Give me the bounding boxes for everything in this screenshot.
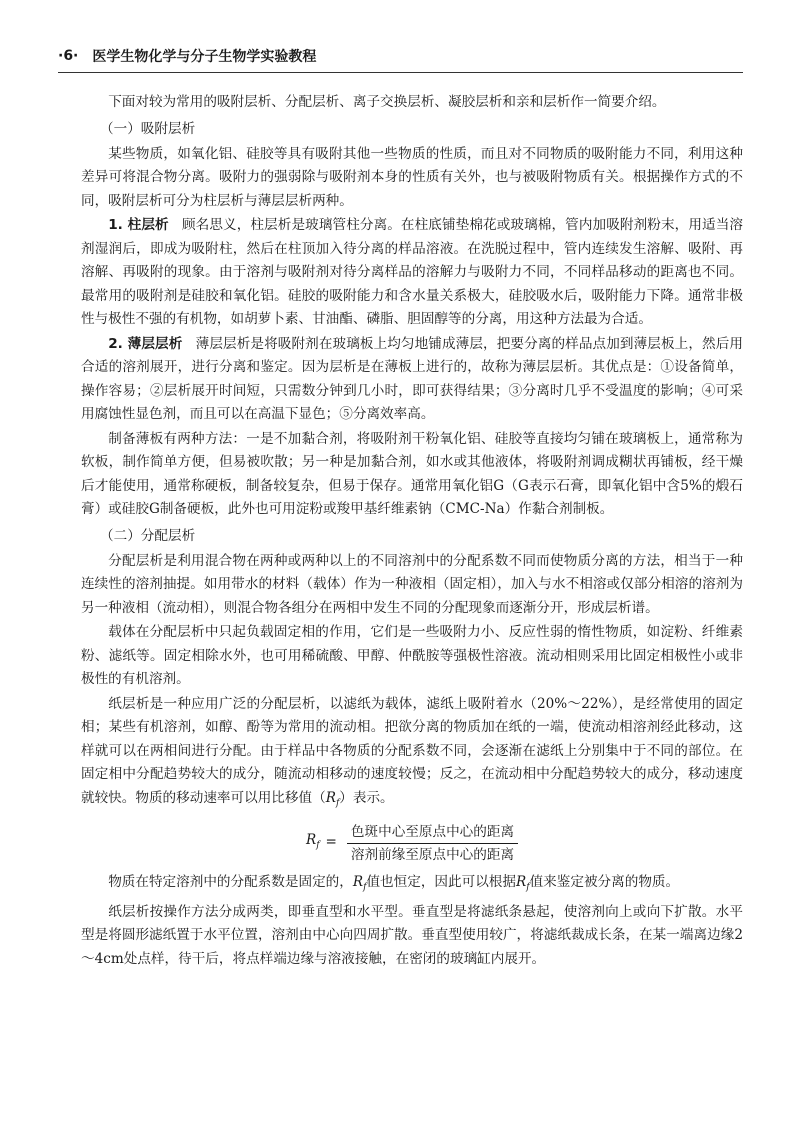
formula-numerator: 色斑中心至原点中心的距离: [347, 822, 518, 844]
rf-subscript: f: [335, 798, 340, 809]
rf-inline-1: R: [352, 873, 364, 890]
formula-fraction: [347, 822, 518, 865]
partition-paragraph-1: 分配层析是利用混合物在两种或两种以上的不同溶剂中的分配系数不同而使物质分离的方法，相当于一种连续性的溶剂抽提。如用带水的材料（载体）作为一种液相（固定相），加入与水不相溶或仅部分相溶的溶剂为另一种液相（流动相），则混合物各组分在两相中发生不同的分配现象而逐渐分开，形成层析谱。: [81, 552, 743, 616]
formula-denominator: 溶剂前缘至原点中心的距离: [350, 846, 515, 863]
page-header: [58, 42, 743, 70]
rf-constant-text-c: 值来鉴定被分离的物质。: [529, 873, 680, 890]
rf-constant-text-a: 物质在特定溶剂中的分配系数是固定的，: [108, 873, 353, 890]
rf-inline-1-sub: f: [363, 882, 367, 893]
rf-inline-2: R: [516, 873, 527, 890]
column-chromatography-label: 1. 柱层析: [108, 217, 169, 233]
formula-lhs: R: [305, 831, 317, 848]
header-divider: [58, 72, 743, 73]
rf-constant-text-b: 值也恒定，因此可以根据: [366, 873, 516, 890]
plate-preparation-paragraph: 制备薄板有两种方法：一是不加黏合剂，将吸附剂干粉氧化铝、硅胶等直接均匀铺在玻璃板上，通常称为软板，制作简单方便，但易被吹散；另一种是加黏合剂，如水或其他液体，将吸附剂调成糊状再铺板，经干燥后才能使用，通常称硬板，制备较复杂，但易于保存。通常用氧化铝G（G表示石膏，即氧化铝中含5%的煅石膏）或硅胶G制备硬板，此外也可用淀粉或羧甲基纤维素钠（CMC-Na）作黏合剂制板。: [81, 430, 743, 517]
paper-chromatography-end: ）表示。: [339, 789, 394, 806]
section-heading-partition: （二）分配层析: [100, 527, 196, 544]
formula-lhs-subscript: f: [316, 840, 320, 851]
page-body: [81, 91, 743, 972]
column-chromatography-text: 顾名思义，柱层析是玻璃管柱分离。在柱底铺垫棉花或玻璃棉，管内加吸附剂粉末，用适当溶剂湿润后，即成为吸附柱，然后在柱顶加入待分离的样品溶液。在洗脱过程中，管内连续发生溶解、吸附、再溶解、再吸附的现象。由于溶剂与吸附剂对待分离样品的溶解力与吸附力不同，不同样品移动的距离也不同。最常用的吸附剂是硅胶和氧化铝。硅胶的吸附能力和含水量关系极大，硅胶吸水后，吸附能力下降。通常非极性与极性不强的有机物，如胡萝卜素、甘油酯、磷脂、胆固醇等的分离，用这种方法最为合适。: [81, 217, 744, 327]
rf-symbol: R: [325, 789, 336, 806]
adsorption-paragraph-1: 某些物质，如氧化铝、硅胶等具有吸附其他一些物质的性质，而且对不同物质的吸附能力不同，利用这种差异可将混合物分离。吸附力的强弱除与吸附剂本身的性质有关外，也与被吸附物质有关。根据操作方式的不同，吸附层析可分为柱层析与薄层层析两种。: [81, 145, 743, 209]
rf-formula: [81, 822, 743, 865]
rf-inline-2-sub: f: [526, 882, 530, 893]
formula-equals: =: [325, 834, 337, 851]
section-heading-adsorption: （一）吸附层析: [100, 120, 196, 137]
column-chromatography-paragraph: [81, 214, 743, 332]
page-number: ·6·: [58, 48, 79, 64]
paper-chromatography-paragraph: [81, 693, 743, 816]
tlc-paragraph: [81, 333, 743, 427]
paper-methods-paragraph: 纸层析按操作方法分成两类，即垂直型和水平型。垂直型是将滤纸条悬起，使溶剂向上或向下扩散。水平型是将圆形滤纸置于水平位置，溶剂由中心向四周扩散。垂直型使用较广，将滤纸裁成长条，在某一端离边缘2～4cm处点样，待干后，将点样端边缘与溶液接触，在密闭的玻璃缸内展开。: [81, 903, 743, 967]
tlc-label: 2. 薄层层析: [108, 335, 183, 352]
rf-constant-paragraph: [81, 871, 743, 900]
tlc-text: 薄层层析是将吸附剂在玻璃板上均匀地铺成薄层，把要分离的样品点加到薄层板上，然后用合适的溶剂展开，进行分离和鉴定。因为层析是在薄板上进行的，故称为薄层层析。其优点是：①设备简单，操作容易；②层析展开时间短，只需数分钟到几小时，即可获得结果；③分离时几乎不受温度的影响；④可采用腐蚀性显色剂，而且可以在高温下显色；⑤分离效率高。: [81, 335, 744, 422]
intro-paragraph: 下面对较为常用的吸附层析、分配层析、离子交换层析、凝胶层析和亲和层析作一简要介绍。: [108, 94, 666, 110]
paper-chromatography-text: 纸层析是一种应用广泛的分配层析，以滤纸为载体，滤纸上吸附着水（20%～22%），是经常使用的固定相；某些有机溶剂，如醇、酚等为常用的流动相。把欲分离的物质加在纸的一端，使流动相溶剂经此移动，这样就可以在两相间进行分配。由于样品中各物质的分配系数不同，会逐渐在滤纸上分别集中于不同的部位。在固定相中分配趋势较大的成分，随流动相移动的速度较慢；反之，在流动相中分配趋势较大的成分，移动速度就较快。物质的移动速率可以用比移值（: [81, 695, 743, 806]
partition-paragraph-2: 载体在分配层析中只起负载固定相的作用，它们是一些吸附力小、反应性弱的惰性物质，如淀粉、纤维素粉、滤纸等。固定相除水外，也可用稀硫酸、甲醇、仲酰胺等强极性溶液。流动相则采用比固定相极性小或非极性的有机溶剂。: [81, 624, 743, 687]
book-title: 医学生物化学与分子生物学实验教程: [92, 49, 317, 65]
